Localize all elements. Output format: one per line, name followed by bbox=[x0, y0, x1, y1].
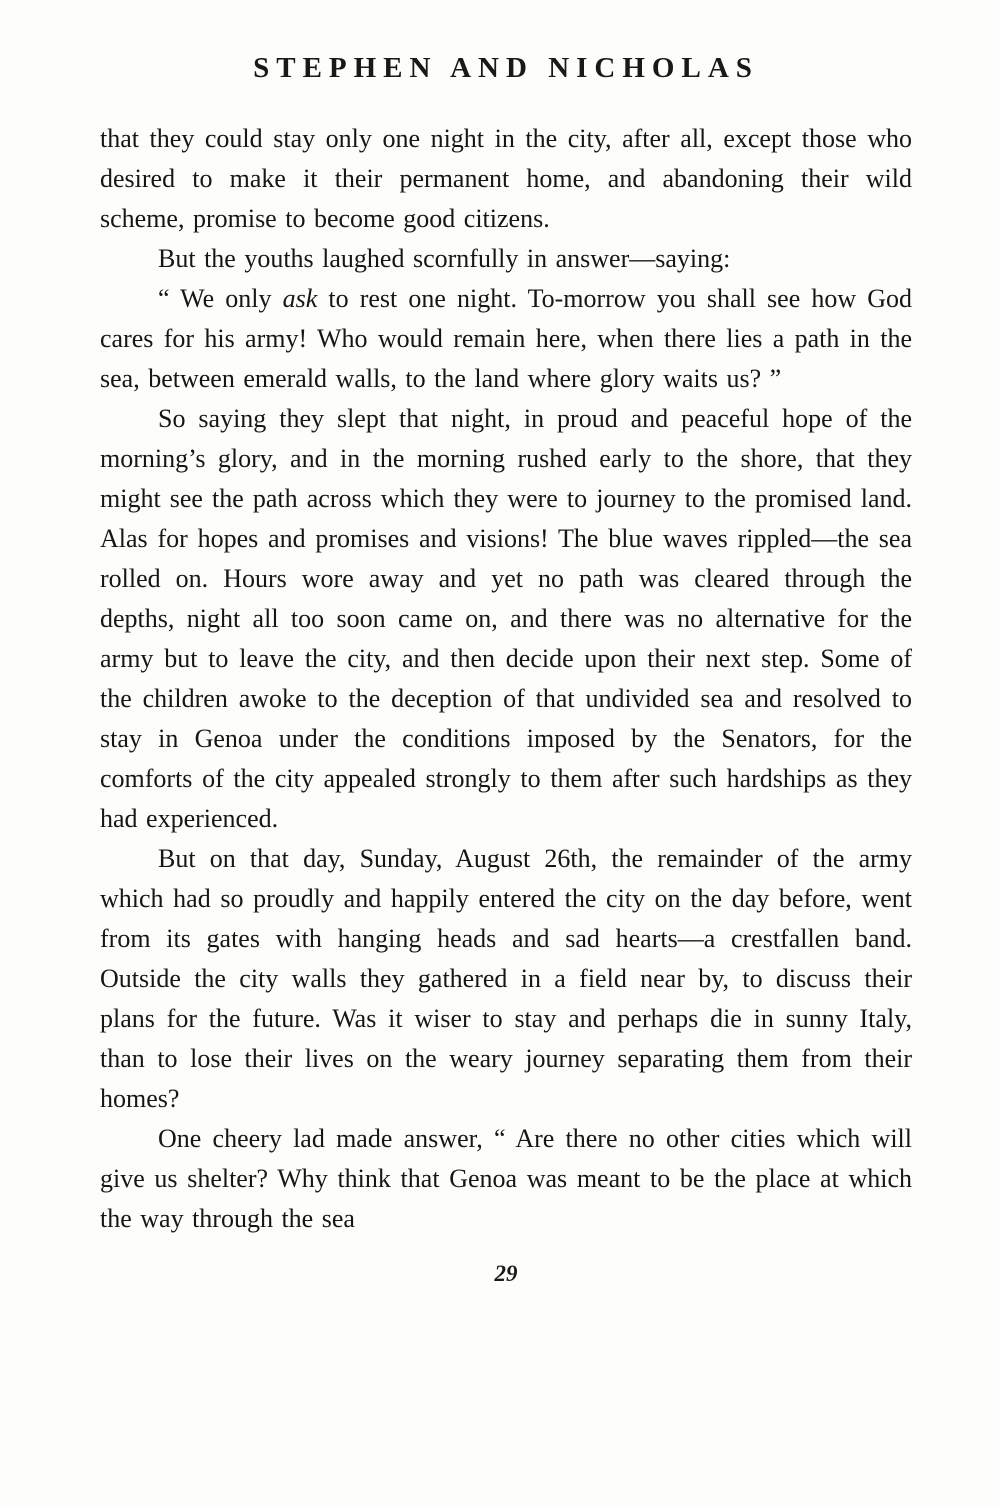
paragraph: One cheery lad made answer, “ Are there no other cities which will give us shelter? Why think that Genoa was meant to be the place at which the way through the sea bbox=[100, 1124, 912, 1233]
page-number: 29 bbox=[494, 1261, 518, 1286]
paragraph-continuation: that they could stay only one night in the city, after all, except those who desired to make it their permanent home, and abandoning their wild scheme, promise to become good citizens. bbox=[100, 124, 912, 233]
paragraph-text: to rest one night. To-morrow you shall see how God cares for his army! Who would remain here, when there lies a path in the sea, between emerald walls, to the land where glory waits us? ” bbox=[100, 284, 912, 393]
paragraph: But on that day, Sunday, August 26th, the remainder of the army which had so proudly and happily entered the city on the day before, went from its gates with hanging heads and sad hearts—a crestfallen band. Outside the city walls they gathered in a field near by, to discuss their plans for the future. Was it wiser to stay and perhaps die in sunny Italy, than to lose their lives on the weary journey separating them from their homes? bbox=[100, 844, 912, 1113]
italic-word: ask bbox=[282, 284, 318, 313]
paragraph-quote bbox=[100, 279, 912, 399]
paragraph: So saying they slept that night, in proud and peaceful hope of the morning’s glory, and in the morning rushed early to the shore, that they might see the path across which they were to journey to the promised land. Alas for hopes and promises and visions! The blue waves rippled—the sea rolled on. Hours wore away and yet no path was cleared through the depths, night all too soon came on, and there was no alternative for the army but to leave the city, and then decide upon their next step. Some of the children awoke to the deception of that undivided sea and resolved to stay in Genoa under the conditions imposed by the Senators, for the comforts of the city appealed strongly to them after such hardships as they had experienced. bbox=[100, 404, 912, 833]
paragraph-text: “ We only bbox=[158, 284, 283, 313]
page-body bbox=[100, 119, 912, 1239]
paragraph: But the youths laughed scornfully in answer—saying: bbox=[158, 244, 731, 273]
page-header: STEPHEN AND NICHOLAS bbox=[253, 52, 759, 84]
